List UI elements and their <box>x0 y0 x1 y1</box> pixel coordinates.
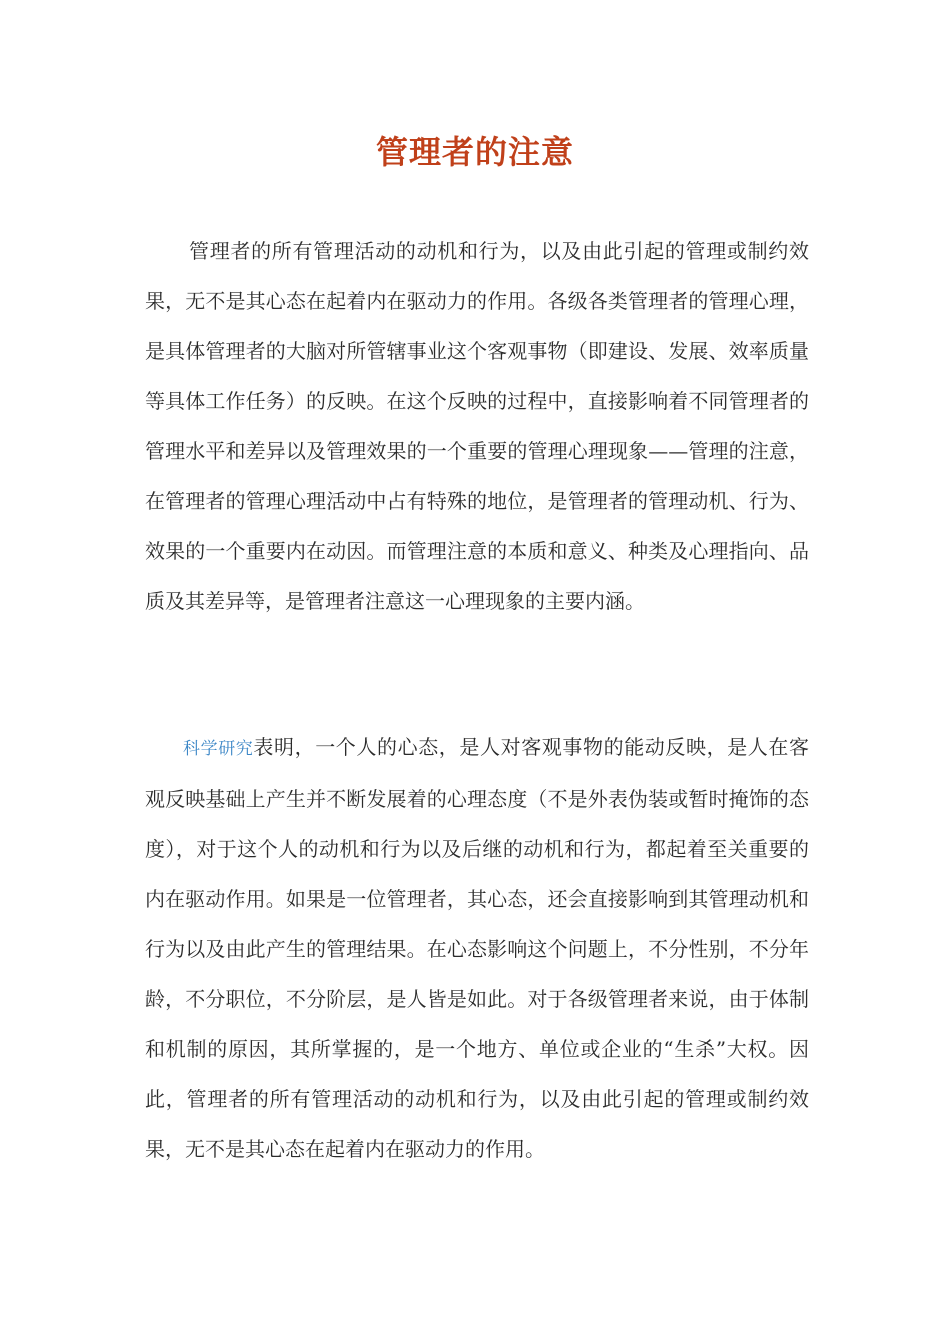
paragraph-research <box>145 722 809 1174</box>
document-title: 管理者的注意 <box>375 133 574 171</box>
paragraph-research-text: 表明，一个人的心态，是人对客观事物的能动反映，是人在客观反映基础上产生并不断发展着的心理态度（不是外表伪装或暂时掩饰的态度），对于这个人的动机和行为以及后继的动机和行为，都起着至关重要的内在驱动作用。如果是一位管理者，其心态，还会直接影响到其管理动机和行为以及由此产生的管理结果。在心态影响这个问题上，不分性别，不分年龄，不分职位，不分阶层，是人皆是如此。对于各级管理者来说，由于体制和机制的原因，其所掌握的，是一个地方、单位或企业的“生杀”大权。因此，管理者的所有管理活动的动机和行为，以及由此引起的管理或制约效果，无不是其心态在起着内在驱动力的作用。 <box>145 735 810 1161</box>
research-link[interactable]: 科学研究 <box>183 739 254 759</box>
paragraph-intro: 管理者的所有管理活动的动机和行为，以及由此引起的管理或制约效果，无不是其心态在起着内在驱动力的作用。各级各类管理者的管理心理，是具体管理者的大脑对所管辖事业这个客观事物（即建设、发展、效率质量等具体工作任务）的反映。在这个反映的过程中，直接影响着不同管理者的管理水平和差异以及管理效果的一个重要的管理心理现象——管理的注意，在管理者的管理心理活动中占有特殊的地位，是管理者的管理动机、行为、效果的一个重要内在动因。而管理注意的本质和意义、种类及心理指向、品质及其差异等，是管理者注意这一心理现象的主要内涵。 <box>145 239 809 613</box>
